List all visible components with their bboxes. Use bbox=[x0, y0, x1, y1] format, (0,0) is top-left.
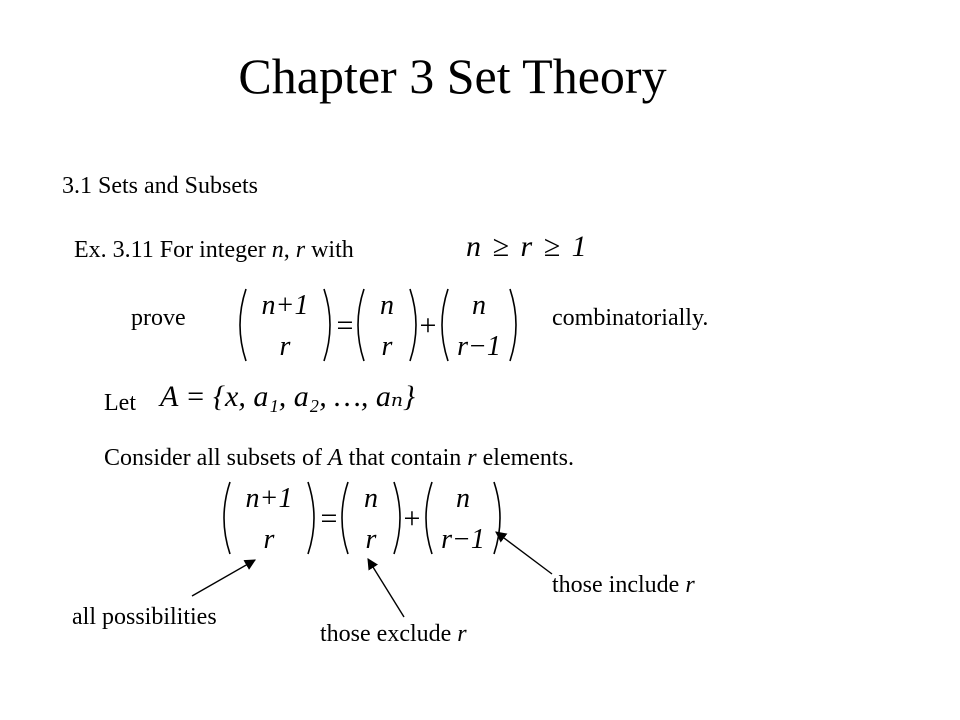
section-heading: 3.1 Sets and Subsets bbox=[62, 173, 259, 199]
example-lead: Ex. 3.11 For integer bbox=[74, 237, 272, 263]
t1-bottom: r bbox=[381, 331, 393, 362]
lhs2-top: n+1 bbox=[245, 483, 293, 514]
t12-bottom: r bbox=[365, 524, 377, 555]
include-text: those include bbox=[552, 572, 686, 598]
consider-set-var: A bbox=[327, 445, 343, 471]
label-all-possibilities: all possibilities bbox=[72, 604, 217, 630]
condition-formula: n ≥ r ≥ 1 bbox=[466, 230, 589, 263]
lhs2-bottom: r bbox=[263, 524, 275, 555]
plus-sign-2: + bbox=[403, 502, 421, 535]
consider-r-var: r bbox=[467, 445, 477, 471]
equals-sign-2: = bbox=[320, 502, 338, 535]
t2-top: n bbox=[472, 290, 486, 321]
set-definition: A = {x, a₁, a₂, …, aₙ} bbox=[160, 380, 416, 413]
example-var-r: r bbox=[295, 237, 306, 263]
exclude-var: r bbox=[457, 621, 467, 647]
t22-bottom: r−1 bbox=[441, 524, 485, 555]
exclude-text: those exclude bbox=[320, 621, 458, 647]
slide-title: Chapter 3 Set Theory bbox=[238, 48, 667, 104]
t12-top: n bbox=[364, 483, 378, 514]
lhs-top: n+1 bbox=[261, 290, 309, 321]
t2-bottom: r−1 bbox=[457, 331, 501, 362]
arrow-those-include bbox=[496, 532, 552, 574]
example-comma: , bbox=[283, 237, 296, 263]
arrow-those-exclude bbox=[368, 559, 404, 617]
label-those-exclude bbox=[320, 619, 467, 649]
plus-sign: + bbox=[419, 309, 437, 342]
example-var-n: n bbox=[271, 237, 284, 263]
t1-top: n bbox=[380, 290, 394, 321]
t22-top: n bbox=[456, 483, 470, 514]
arrow-all-possibilities bbox=[192, 560, 255, 596]
consider-prefix: Consider all subsets of bbox=[104, 445, 328, 471]
let-label: Let bbox=[104, 390, 136, 416]
consider-suffix: elements. bbox=[476, 445, 574, 471]
lhs-bottom: r bbox=[279, 331, 291, 362]
example-with: with bbox=[305, 237, 354, 263]
equals-sign: = bbox=[336, 309, 354, 342]
prove-suffix: combinatorially. bbox=[552, 305, 709, 331]
include-var: r bbox=[685, 572, 695, 598]
consider-middle: that contain bbox=[342, 445, 468, 471]
label-those-include bbox=[552, 570, 695, 600]
prove-label: prove bbox=[131, 305, 186, 331]
